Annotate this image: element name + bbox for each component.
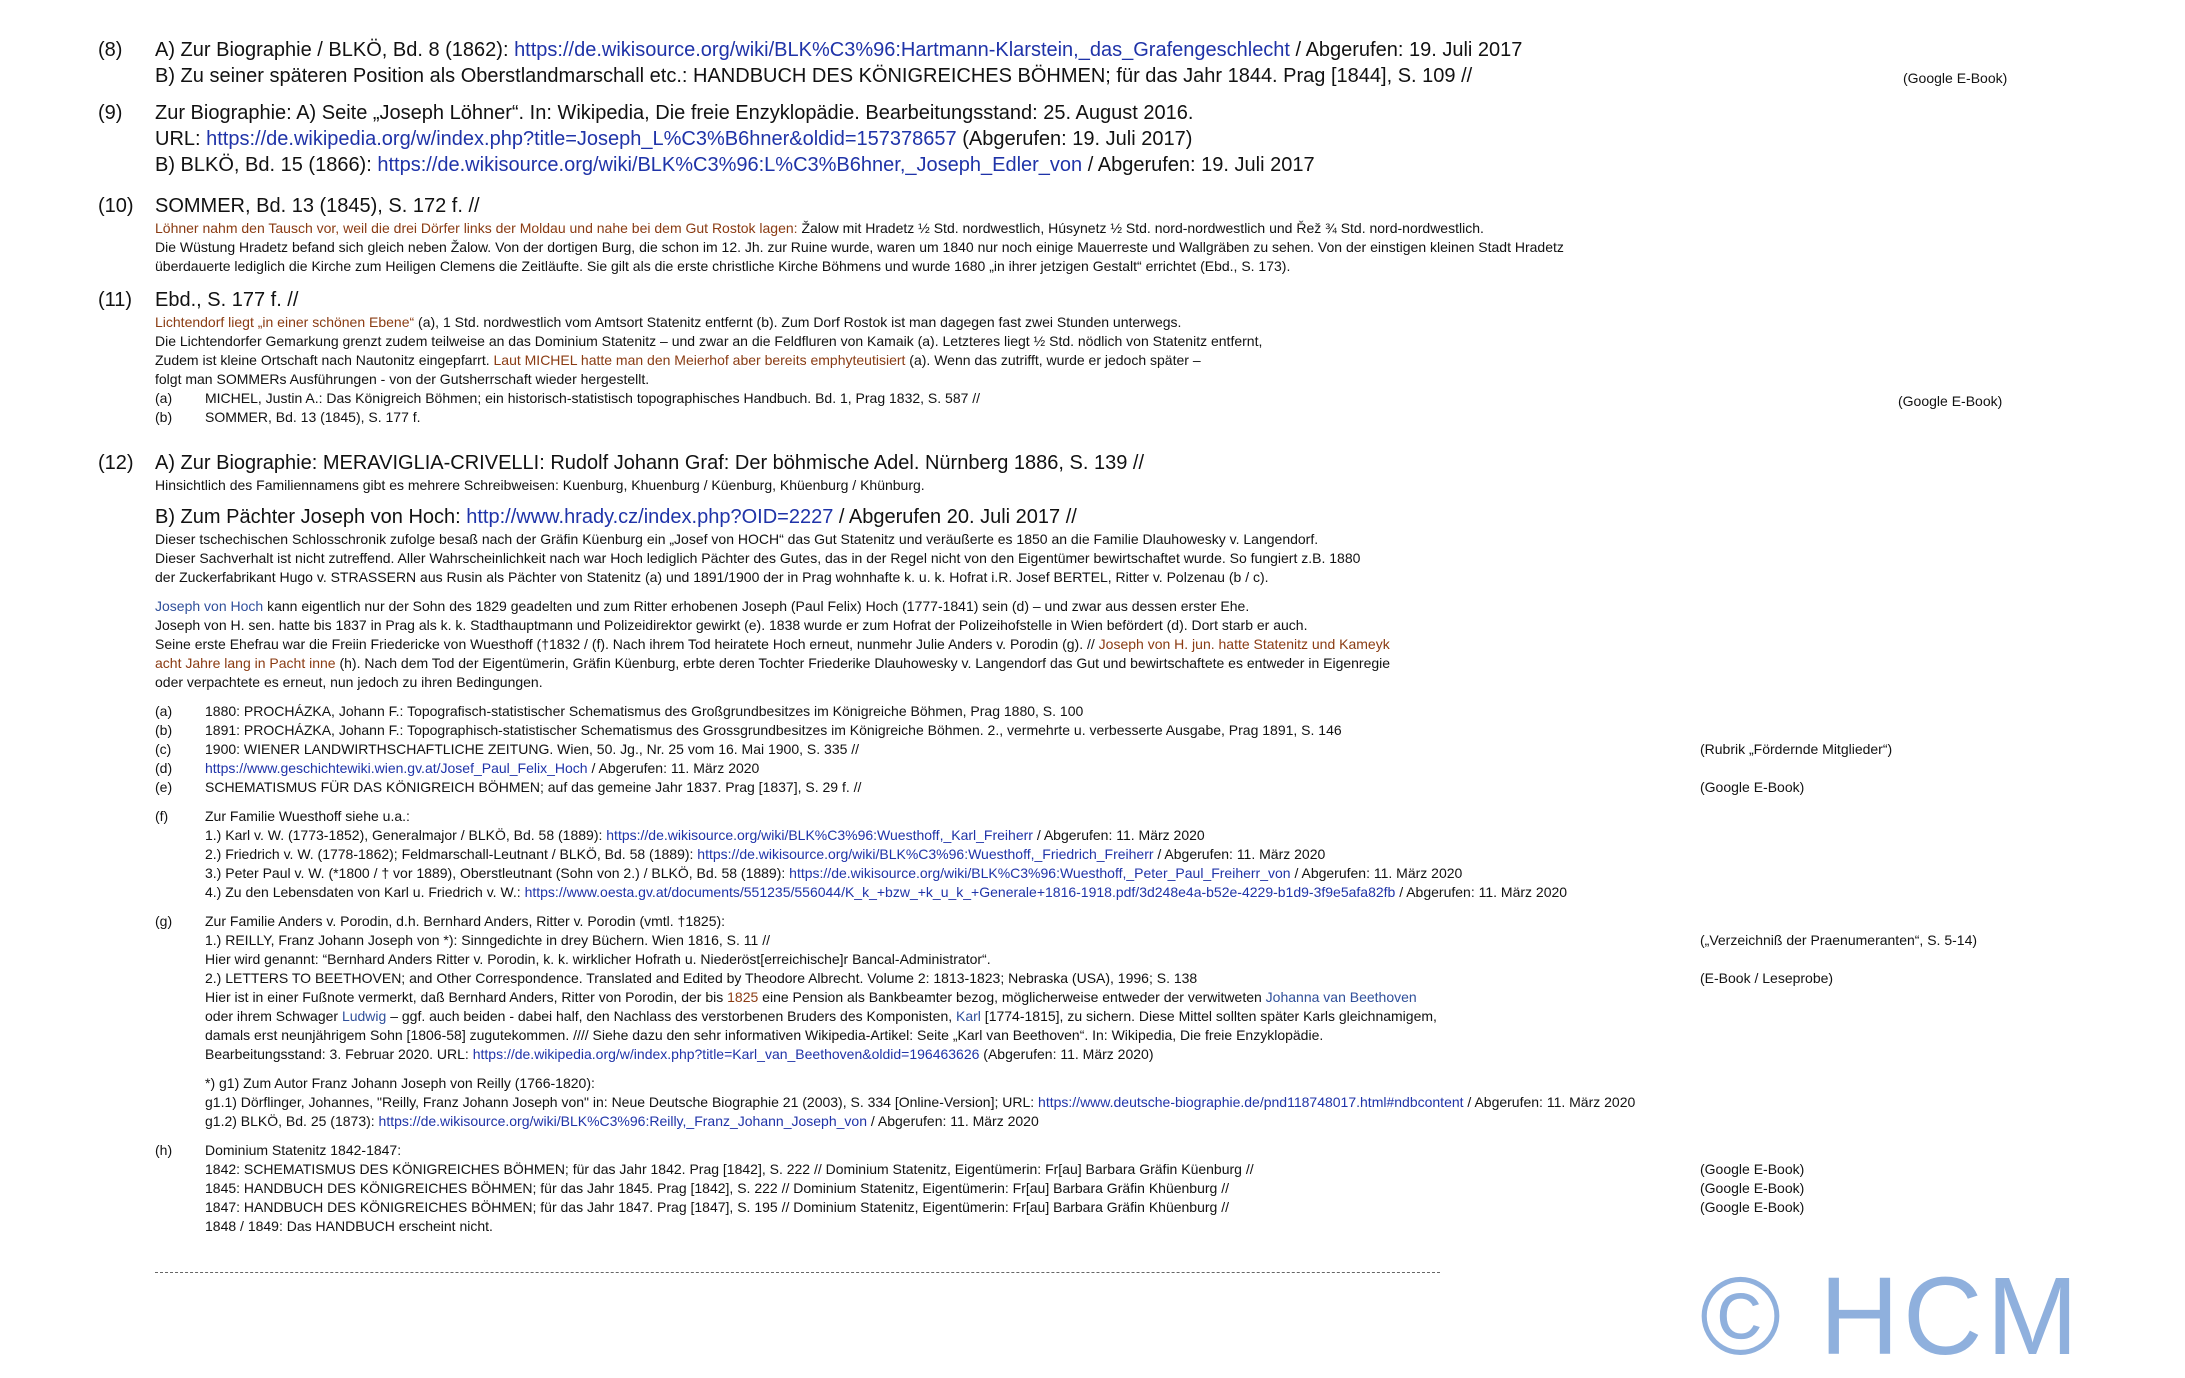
reference-item: (d) https://www.geschichtewiki.wien.gv.at/Josef_Paul_Felix_Hoch / Abgerufen: 11. März 2020 — [155, 760, 760, 776]
wikisource-link[interactable]: https://de.wikisource.org/wiki/BLK%C3%96:L%C3%B6hner,_Joseph_Edler_von — [377, 154, 1083, 176]
wikisource-link[interactable]: https://de.wikisource.org/wiki/BLK%C3%96:Wuesthoff,_Peter_Paul_Freiherr_von — [789, 865, 1291, 881]
geschichtewiki-link[interactable]: https://www.geschichtewiki.wien.gv.at/Josef_Paul_Felix_Hoch — [205, 760, 588, 776]
list-item: 1847: HANDBUCH DES KÖNIGREICHES BÖHMEN; für das Jahr 1847. Prag [1847], S. 195 // Dominium Statenitz, Eigentümerin: Fr[au] Barbara Gräfin Khüenburg // (Google E-Book) — [205, 1199, 1805, 1215]
side-note: („Verzeichniß der Praenumeranten“, S. 5-14) — [1700, 932, 1978, 948]
list-item: 4.) Zu den Lebensdaten von Karl u. Friedrich v. W.: https://www.oesta.gv.at/documents/551235/556044/K_k_+bzw_+k_u_k_+Generale+1816-1918.pdf/3d248e4a-b52e-4229-b1d9-3f9e5afa82fb / Abgerufen: 11. März 2020 — [205, 884, 1568, 900]
list-item: 1845: HANDBUCH DES KÖNIGREICHES BÖHMEN; für das Jahr 1845. Prag [1842], S. 222 // Dominium Statenitz, Eigentümerin: Fr[au] Barbara Gräfin Khüenburg // (Google E-Book) — [205, 1180, 1805, 1196]
list-item: 2.) Friedrich v. W. (1778-1862); Feldmarschall-Leutnant / BLKÖ, Bd. 58 (1889): https://de.wikisource.org/wiki/BLK%C3%96:Wuesthoff,_Friedrich_Freiherr / Abgerufen: 11. März 2020 — [205, 846, 1326, 862]
reference-item: (a) 1880: PROCHÁZKA, Johann F.: Topografisch-statistischer Schematismus des Großgrundbesitzes im Königreiche Böhmen, Prag 1880, S. 100 — [155, 703, 1084, 719]
oesta-link[interactable]: https://www.oesta.gv.at/documents/551235/556044/K_k_+bzw_+k_u_k_+Generale+1816-1918.pdf/3d248e4a-b52e-4229-b1d9-3f9e5afa82fb — [524, 884, 1396, 900]
wikisource-link[interactable]: https://de.wikisource.org/wiki/BLK%C3%96:Reilly,_Franz_Johann_Joseph_von — [378, 1113, 867, 1129]
wikipedia-link[interactable]: https://de.wikipedia.org/w/index.php?title=Joseph_L%C3%B6hner&oldid=157378657 — [206, 128, 957, 150]
reference-item: (e) SCHEMATISMUS FÜR DAS KÖNIGREICH BÖHMEN; auf das gemeine Jahr 1837. Prag [1837], S. 29 f. // (Google E-Book) — [155, 779, 1805, 795]
footnote-number: (8) — [98, 39, 123, 61]
source-heading: SOMMER, Bd. 13 (1845), S. 172 f. // — [155, 195, 480, 217]
reference-item: (b) 1891: PROCHÁZKA, Johann F.: Topographisch-statistischer Schematismus des Grossgrundbesitzes im Königreiche Böhmen. 2., vermehrte u. verbesserte Ausgabe, Prag 1891, S. 146 — [155, 722, 1342, 738]
footnote-number: (9) — [98, 102, 123, 124]
list-item: 1.) Karl v. W. (1773-1852), Generalmajor / BLKÖ, Bd. 58 (1889): https://de.wikisource.org/wiki/BLK%C3%96:Wuesthoff,_Karl_Freiherr / Abgerufen: 11. März 2020 — [205, 827, 1205, 843]
footnote-number: (12) — [98, 452, 134, 474]
reference-item: (a) MICHEL, Justin A.: Das Königreich Böhmen; ein historisch-statistisch topographisches Handbuch. Bd. 1, Prag 1832, S. 587 // — [155, 390, 981, 406]
wikipedia-link[interactable]: https://de.wikipedia.org/w/index.php?title=Karl_van_Beethoven&oldid=196463626 — [472, 1046, 980, 1062]
biography-heading: A) Zur Biographie: MERAVIGLIA-CRIVELLI: Rudolf Johann Graf: Der böhmische Adel. Nürnberg 1886, S. 139 // — [155, 452, 1145, 474]
google-ebook-note: (Google E-Book) — [1700, 1161, 1805, 1177]
list-item: 1848 / 1849: Das HANDBUCH erscheint nicht. — [205, 1218, 493, 1234]
source-heading: Ebd., S. 177 f. // — [155, 289, 299, 311]
dashed-divider — [155, 1272, 1440, 1273]
google-ebook-note: (Google E-Book) — [1700, 779, 1805, 795]
side-note: (E-Book / Leseprobe) — [1700, 970, 1834, 986]
reference-item: (c) 1900: WIENER LANDWIRTHSCHAFTLICHE ZEITUNG. Wien, 50. Jg., Nr. 25 vom 16. Mai 1900, S. 335 // (Rubrik „Fördernde Mitglieder“) — [155, 741, 1893, 757]
google-ebook-note: (Google E-Book) — [1700, 1199, 1805, 1215]
footnote-number: (11) — [98, 289, 133, 311]
reference-item: (b) SOMMER, Bd. 13 (1845), S. 177 f. — [155, 409, 421, 425]
hrady-link[interactable]: http://www.hrady.cz/index.php?OID=2227 — [466, 506, 834, 528]
list-item: 3.) Peter Paul v. W. (*1800 / † vor 1889), Oberstleutnant (Sohn von 2.) / BLKÖ, Bd. 58 (1889): https://de.wikisource.org/wiki/BLK%C3%96:Wuesthoff,_Peter_Paul_Freiherr_von / Abgerufen: 11. März 2020 — [205, 865, 1463, 881]
list-item: 1842: SCHEMATISMUS DES KÖNIGREICHES BÖHMEN; für das Jahr 1842. Prag [1842], S. 222 // Dominium Statenitz, Eigentümerin: Fr[au] Barbara Gräfin Küenburg // (Google E-Book) — [205, 1161, 1805, 1177]
reference-item: (f) Zur Familie Wuesthoff siehe u.a.: — [155, 808, 410, 824]
google-ebook-note: (Google E-Book) — [1700, 1180, 1805, 1196]
footnote-number: (10) — [98, 195, 134, 217]
google-ebook-note: (Google E-Book) — [1903, 70, 2008, 86]
handbuch-reference: B) Zu seiner späteren Position als Oberstlandmarschall etc.: HANDBUCH DES KÖNIGREICHES BÖHMEN; für das Jahr 1844. Prag [1844], S. 109 // — [155, 65, 1473, 87]
wikisource-link[interactable]: https://de.wikisource.org/wiki/BLK%C3%96:Wuesthoff,_Karl_Freiherr — [606, 827, 1033, 843]
side-note: (Rubrik „Fördernde Mitglieder“) — [1700, 741, 1893, 757]
deutsche-biographie-link[interactable]: https://www.deutsche-biographie.de/pnd118748017.html#ndbcontent — [1038, 1094, 1464, 1110]
reference-item: (g) Zur Familie Anders v. Porodin, d.h. Bernhard Anders, Ritter v. Porodin (vmtl. †1825): — [155, 913, 726, 929]
google-ebook-note: (Google E-Book) — [1898, 393, 2003, 409]
wikisource-link[interactable]: https://de.wikisource.org/wiki/BLK%C3%96:Wuesthoff,_Friedrich_Freiherr — [697, 846, 1154, 862]
wikisource-link[interactable]: https://de.wikisource.org/wiki/BLK%C3%96:Hartmann-Klarstein,_das_Grafengeschlecht — [514, 39, 1290, 61]
copyright-watermark: © HCM — [1700, 1255, 2083, 1378]
reference-item: (h) Dominium Statenitz 1842-1847: — [155, 1142, 402, 1158]
